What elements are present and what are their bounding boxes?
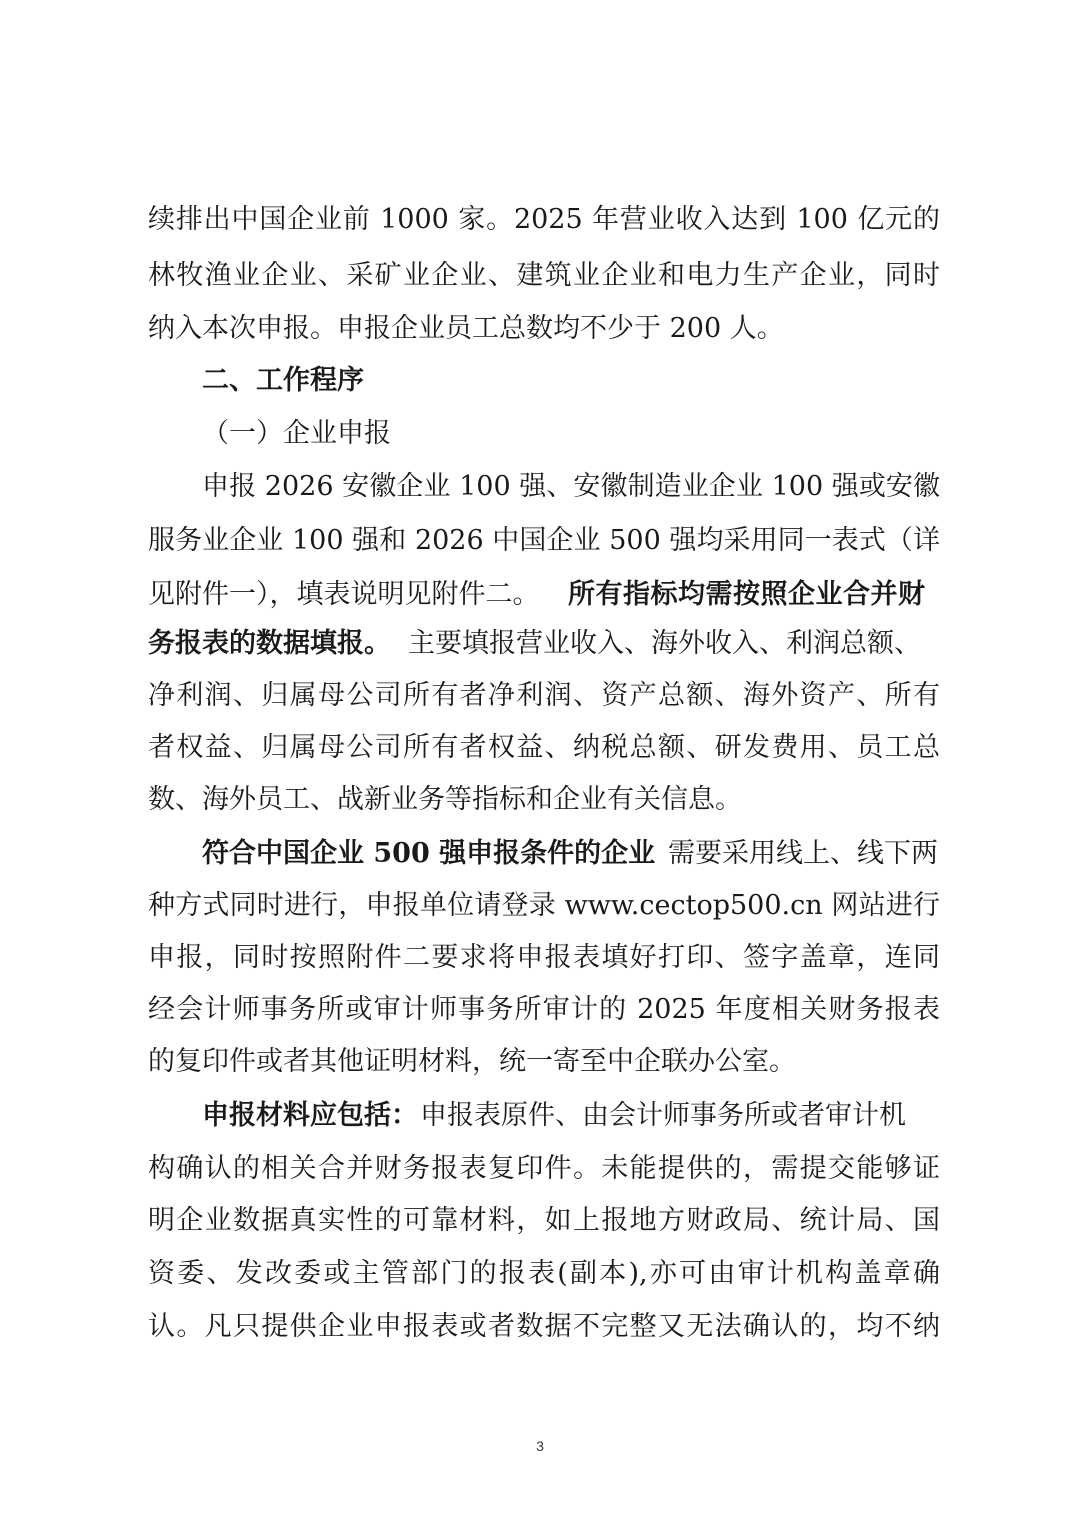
text-line: 净利润、归属母公司所有者净利润、资产总额、海外资产、所有 [148, 680, 940, 711]
text-line: 申报，同时按照附件二要求将申报表填好打印、签字盖章，连同 [148, 942, 940, 973]
text-line: 申报材料应包括： 申报表原件、由会计师事务所或者审计机 [202, 1100, 906, 1131]
text-line: 续排出中国企业前 1000 家。2025 年营业收入达到 100 亿元的 [148, 204, 940, 235]
page-number: 3 [536, 1438, 544, 1454]
text-line: 经会计师事务所或审计师事务所审计的 2025 年度相关财务报表 [148, 994, 940, 1025]
text-line: 明企业数据真实性的可靠材料，如上报地方财政局、统计局、国 [148, 1205, 940, 1236]
text-line: 务报表的数据填报。 主要填报营业收入、海外收入、利润总额、 [148, 628, 921, 659]
text-line: 的复印件或者其他证明材料，统一寄至中企联办公室。 [148, 1046, 796, 1077]
text-line: 纳入本次申报。申报企业员工总数均不少于 200 人。 [148, 313, 784, 344]
text-line: 种方式同时进行，申报单位请登录 www.cectop500.cn 网站进行 [148, 890, 940, 921]
text-line: 者权益、归属母公司所有者权益、纳税总额、研发费用、员工总 [148, 732, 940, 763]
text-line: 数、海外员工、战新业务等指标和企业有关信息。 [148, 784, 742, 815]
text-line: 服务业企业 100 强和 2026 中国企业 500 强均采用同一表式（详 [148, 525, 940, 556]
subsection-heading: （一）企业申报 [202, 418, 391, 449]
text-line: 资委、发改委或主管部门的报表(副本),亦可由审计机构盖章确 [148, 1258, 940, 1289]
section-heading: 二、工作程序 [202, 365, 364, 396]
text-line: 申报 2026 安徽企业 100 强、安徽制造业企业 100 强或安徽 [202, 471, 940, 502]
text-line: 见附件一），填表说明见附件二。 所有指标均需按照企业合并财 [148, 579, 926, 610]
text-line: 构确认的相关合并财务报表复印件。未能提供的，需提交能够证 [148, 1153, 940, 1184]
text-line: 认。凡只提供企业申报表或者数据不完整又无法确认的，均不纳 [148, 1311, 940, 1342]
text-line: 符合中国企业 500 强申报条件的企业 需要采用线上、线下两 [202, 838, 938, 869]
text-line: 林牧渔业企业、采矿业企业、建筑业企业和电力生产企业，同时 [148, 260, 940, 291]
